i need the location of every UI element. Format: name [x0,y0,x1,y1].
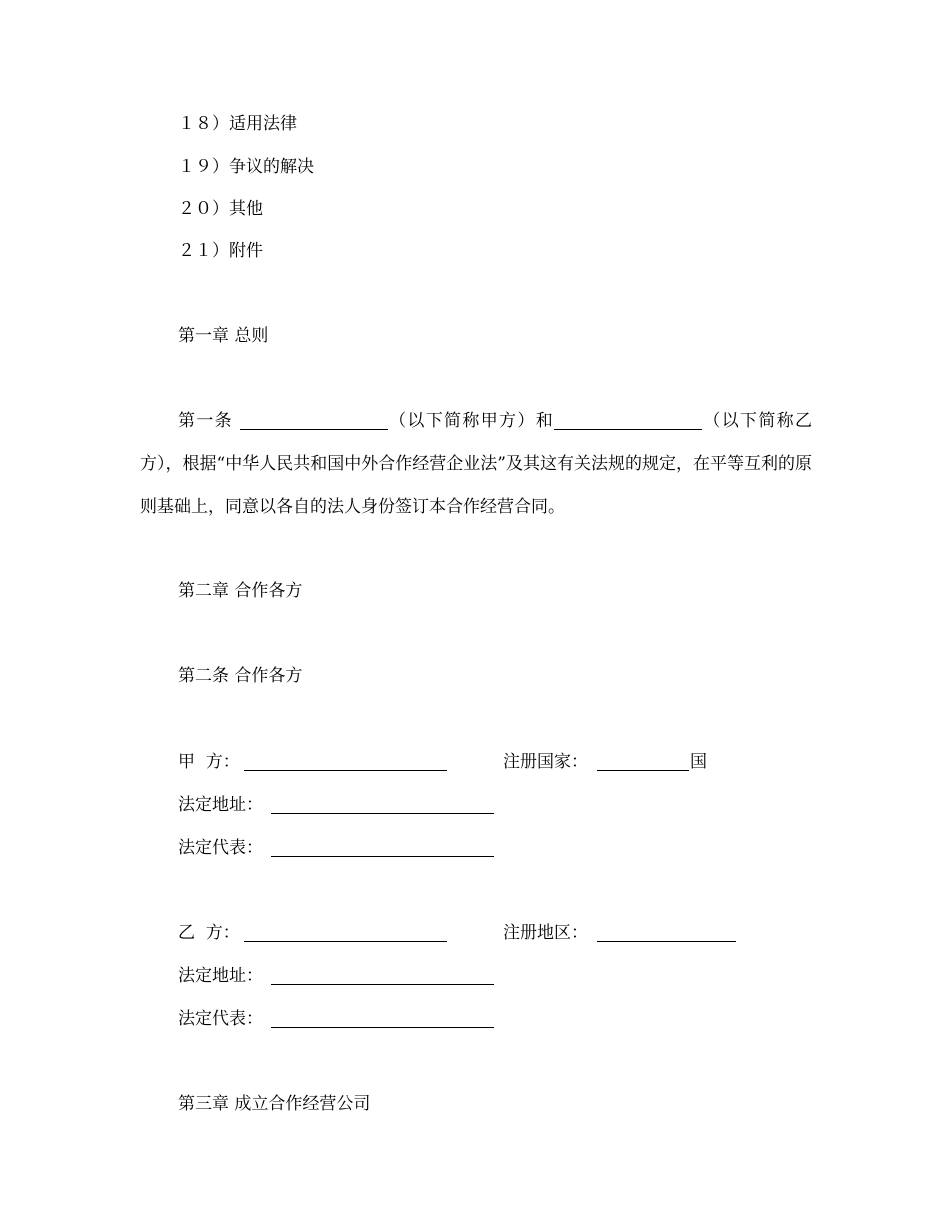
article-1-suffix: （以下简称乙方），根据“中华人民共和国中外合作经营企业法”及其这有关法规的规定，在平等互利的原则基础上，同意以各自的法人身份签订本合作经营合同。 [140,411,813,517]
party-b-name-field[interactable] [244,941,447,942]
party-b-address-field[interactable] [271,984,494,985]
article-2-heading: 第二条 合作各方 [178,666,303,686]
party-a-country-suffix: 国 [690,752,707,772]
party-b-address-label: 法定地址： [178,966,263,986]
party-b-rep-field[interactable] [271,1027,494,1028]
party-a-address-label: 法定地址： [178,795,263,815]
article-1-mid: （以下简称甲方）和 [387,411,555,431]
toc-item-18: １８）适用法律 [178,114,297,134]
party-b-region-label: 注册地区： [503,923,588,943]
party-a-country-label: 注册国家： [503,752,588,772]
party-a-label: 甲 方： [178,752,240,772]
article-1-prefix: 第一条 [178,411,240,431]
party-a-name-field[interactable] [244,770,447,771]
party-a-address-field[interactable] [271,813,494,814]
article-1-paragraph [140,400,812,529]
party-b-label: 乙 方： [178,923,240,943]
chapter-1-heading: 第一章 总则 [178,326,269,346]
party-a-rep-label: 法定代表： [178,838,263,858]
toc-item-21: ２１）附件 [178,241,263,261]
party-a-name-blank[interactable] [240,411,388,430]
party-b-region-field[interactable] [597,941,736,942]
party-a-rep-field[interactable] [271,856,494,857]
toc-item-19: １９）争议的解决 [178,157,314,177]
chapter-3-heading: 第三章 成立合作经营公司 [178,1094,371,1114]
party-b-rep-label: 法定代表： [178,1009,263,1029]
toc-item-20: ２０）其他 [178,199,263,219]
party-a-country-field[interactable] [597,770,689,771]
chapter-2-heading: 第二章 合作各方 [178,581,303,601]
party-b-name-blank[interactable] [554,411,702,430]
